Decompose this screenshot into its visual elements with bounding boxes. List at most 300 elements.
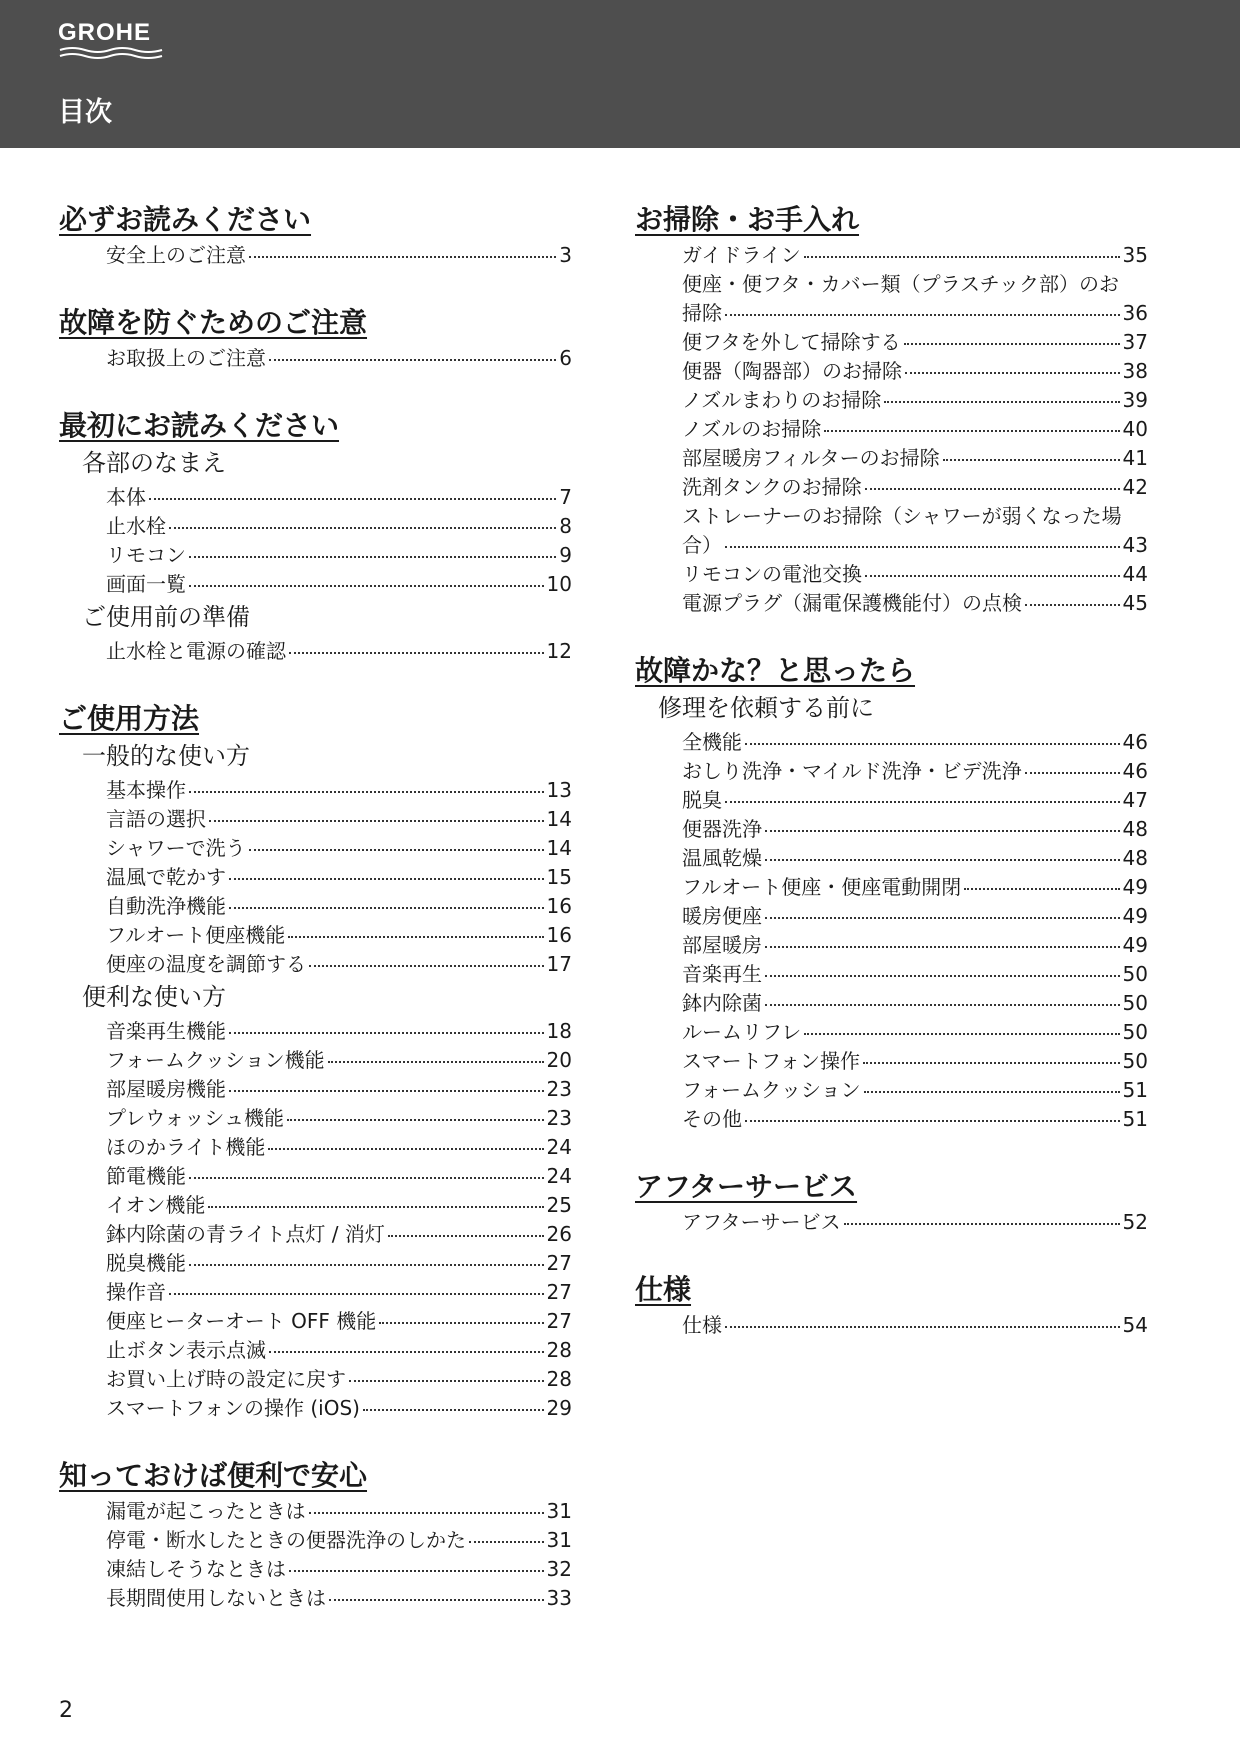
dot-leader	[287, 1119, 544, 1121]
toc-entry-title: 止ボタン表示点滅	[106, 1338, 266, 1362]
toc-entry[interactable]	[106, 1191, 572, 1220]
toc-entry-page: 41	[1122, 446, 1148, 470]
toc-entry[interactable]	[682, 444, 1148, 473]
toc-entry-page: 49	[1122, 933, 1148, 957]
toc-entry-title: 合）	[682, 533, 722, 557]
toc-entry-line	[106, 892, 572, 921]
toc-entry-line	[106, 241, 572, 270]
toc-entry-line	[682, 531, 1148, 560]
dot-leader	[169, 1293, 544, 1295]
toc-entry-page: 51	[1122, 1078, 1148, 1102]
page-title: 目次	[58, 97, 112, 128]
toc-section	[635, 653, 1148, 1134]
toc-entry-line	[682, 960, 1148, 989]
dot-leader	[943, 459, 1120, 461]
toc-entry-page: 44	[1122, 562, 1148, 586]
toc-entry-page: 49	[1122, 875, 1148, 899]
toc-entry[interactable]	[106, 776, 572, 805]
dot-leader	[765, 1004, 1120, 1006]
dot-leader	[824, 430, 1119, 432]
toc-entry[interactable]	[106, 570, 572, 599]
toc-entry-title: 停電・断水したときの便器洗浄のしかた	[106, 1528, 466, 1552]
toc-entry-line	[682, 386, 1148, 415]
dot-leader	[745, 743, 1120, 745]
toc-entry-title: プレウォッシュ機能	[106, 1106, 284, 1130]
toc-entry-page: 46	[1122, 730, 1148, 754]
toc-entry-list	[59, 1497, 572, 1613]
toc-entry-title: 洗剤タンクのお掃除	[682, 475, 862, 499]
toc-entry[interactable]	[682, 241, 1148, 270]
toc-entry-page: 27	[546, 1280, 572, 1304]
toc-entry-title: 掃除	[682, 301, 722, 325]
toc-entry-line	[682, 560, 1148, 589]
dot-leader	[189, 585, 544, 587]
toc-entry[interactable]	[106, 805, 572, 834]
toc-entry-line	[682, 1311, 1148, 1340]
section-title[interactable]: お掃除・お手入れ	[635, 203, 860, 236]
toc-entry-title: フォームクッション機能	[106, 1048, 325, 1072]
toc-entry-line	[106, 1394, 572, 1423]
toc-entry-line	[106, 570, 572, 599]
toc-entry-title: おしり洗浄・マイルド洗浄・ビデ洗浄	[682, 759, 1022, 783]
toc-entry-title: 脱臭	[682, 788, 722, 812]
toc-entry-line	[682, 844, 1148, 873]
toc-entry-title: フルオート便座・便座電動開閉	[682, 875, 962, 899]
toc-entry-title: 操作音	[106, 1280, 166, 1304]
dot-leader	[268, 1148, 543, 1150]
toc-section	[59, 1458, 572, 1613]
toc-entry-title: 便座の温度を調節する	[106, 952, 306, 976]
toc-entry-title: 漏電が起こったときは	[106, 1499, 306, 1523]
toc-entry-title: リモコン	[106, 543, 186, 567]
toc-entry-page: 27	[546, 1309, 572, 1333]
dot-leader	[904, 343, 1120, 345]
toc-entry-title: 安全上のご注意	[106, 243, 246, 267]
toc-entry-line	[106, 1104, 572, 1133]
dot-leader	[765, 975, 1120, 977]
toc-entry-line	[106, 1133, 572, 1162]
dot-leader	[208, 1206, 543, 1208]
toc-entry-page: 7	[559, 485, 572, 509]
toc-entry[interactable]	[106, 1394, 572, 1423]
toc-entry-line	[106, 1075, 572, 1104]
toc-entry-page: 24	[546, 1164, 572, 1188]
toc-entry[interactable]	[682, 589, 1148, 618]
toc-entry-title: フォームクッション	[682, 1078, 861, 1102]
toc-section	[635, 1272, 1148, 1340]
dot-leader	[469, 1541, 544, 1543]
toc-entry-line	[682, 1105, 1148, 1134]
toc-entry-line	[106, 1220, 572, 1249]
toc-entry-page: 37	[1122, 330, 1148, 354]
toc-entry-page: 28	[546, 1338, 572, 1362]
dot-leader	[765, 917, 1120, 919]
toc-entry[interactable]	[106, 950, 572, 979]
toc-section	[59, 305, 572, 373]
toc-entry-page: 29	[546, 1396, 572, 1420]
toc-entry[interactable]	[106, 1336, 572, 1365]
subsection-title: 一般的な使い方	[82, 742, 250, 770]
toc-entry[interactable]	[682, 815, 1148, 844]
toc-entry-page: 38	[1122, 359, 1148, 383]
dot-leader	[288, 936, 543, 938]
dot-leader	[865, 575, 1120, 577]
toc-entry[interactable]	[682, 1018, 1148, 1047]
toc-entry-page: 36	[1122, 301, 1148, 325]
dot-leader	[269, 359, 556, 361]
toc-entry-title: その他	[682, 1107, 742, 1131]
toc-entry-line	[106, 1497, 572, 1526]
toc-entry[interactable]	[682, 502, 1148, 560]
dot-leader	[349, 1380, 544, 1382]
toc-entry-line	[106, 805, 572, 834]
toc-entry-title: 部屋暖房フィルターのお掃除	[682, 446, 940, 470]
toc-entry[interactable]	[682, 1047, 1148, 1076]
toc-entry-line	[682, 444, 1148, 473]
toc-entry-title: スマートフォン操作	[682, 1049, 860, 1073]
grohe-logo	[58, 20, 170, 58]
toc-entry-title-line: ストレーナーのお掃除（シャワーが弱くなった場	[682, 504, 1122, 528]
toc-entry[interactable]	[682, 328, 1148, 357]
toc-entry-line	[106, 1365, 572, 1394]
toc-entry[interactable]	[682, 757, 1148, 786]
toc-entry[interactable]	[106, 1017, 572, 1046]
toc-entry-line	[106, 1249, 572, 1278]
toc-entry-list	[59, 241, 572, 270]
toc-entry[interactable]	[106, 1278, 572, 1307]
toc-section	[59, 701, 572, 1423]
toc-entry[interactable]	[106, 1584, 572, 1613]
toc-entry-page: 9	[559, 543, 572, 567]
toc-entry-title: 脱臭機能	[106, 1251, 186, 1275]
toc-entry-page: 39	[1122, 388, 1148, 412]
toc-entry-title: ガイドライン	[682, 243, 801, 267]
toc-entry-title: シャワーで洗う	[106, 836, 246, 860]
toc-entry-title: 電源プラグ（漏電保護機能付）の点検	[682, 591, 1022, 615]
toc-entry-line	[106, 483, 572, 512]
toc-entry[interactable]	[682, 1105, 1148, 1134]
dot-leader	[905, 372, 1120, 374]
toc-entry[interactable]	[106, 483, 572, 512]
toc-entry-page: 46	[1122, 759, 1148, 783]
dot-leader	[289, 652, 544, 654]
toc-entry-title: 便座ヒーターオート OFF 機能	[106, 1309, 377, 1333]
toc-entry[interactable]	[106, 1220, 572, 1249]
toc-entry[interactable]	[106, 1365, 572, 1394]
toc-entry-title: 止水栓と電源の確認	[106, 639, 286, 663]
dot-leader	[289, 1570, 544, 1572]
dot-leader	[1025, 772, 1120, 774]
toc-entry-line	[106, 1555, 572, 1584]
toc-entry-page: 35	[1122, 243, 1148, 267]
toc-entry-title: 凍結しそうなときは	[106, 1557, 286, 1581]
toc-entry-page: 6	[559, 346, 572, 370]
dot-leader	[229, 1090, 544, 1092]
toc-entry-title: 部屋暖房機能	[106, 1077, 226, 1101]
toc-entry[interactable]	[682, 786, 1148, 815]
toc-entry-line	[682, 589, 1148, 618]
toc-entry-page: 40	[1122, 417, 1148, 441]
toc-entry[interactable]	[682, 873, 1148, 902]
toc-entry-line	[682, 989, 1148, 1018]
toc-entry[interactable]	[106, 892, 572, 921]
toc-entry-page: 14	[546, 836, 572, 860]
dot-leader	[249, 849, 544, 851]
section-title[interactable]: 必ずお読みください	[59, 203, 312, 236]
toc-entry-line	[682, 1208, 1148, 1237]
dot-leader	[1025, 604, 1120, 606]
toc-entry[interactable]	[106, 241, 572, 270]
dot-leader	[804, 1033, 1119, 1035]
toc-entry-page: 12	[546, 639, 572, 663]
toc-entry-title: 部屋暖房	[682, 933, 762, 957]
toc-entry-title: スマートフォンの操作 (iOS)	[106, 1396, 360, 1420]
toc-entry-title-line: 便座・便フタ・カバー類（プラスチック部）のお	[682, 272, 1119, 296]
toc-entry[interactable]	[106, 921, 572, 950]
toc-entry-title: 温風で乾かす	[106, 865, 226, 889]
toc-entry-page: 49	[1122, 904, 1148, 928]
toc-entry-line	[106, 1526, 572, 1555]
toc-entry[interactable]	[106, 1162, 572, 1191]
section-title[interactable]: 知っておけば便利で安心	[59, 1459, 368, 1492]
toc-entry[interactable]	[106, 541, 572, 570]
toc-entry[interactable]	[682, 473, 1148, 502]
toc-entry-title: 便器洗浄	[682, 817, 762, 841]
toc-entry-page: 13	[546, 778, 572, 802]
toc-entry-title: 全機能	[682, 730, 742, 754]
dot-leader	[964, 888, 1119, 890]
toc-entry[interactable]	[106, 863, 572, 892]
section-title[interactable]: 故障かな？と思ったら	[635, 654, 916, 687]
toc-entry[interactable]	[106, 834, 572, 863]
toc-entry[interactable]	[682, 560, 1148, 589]
toc-section	[59, 202, 572, 270]
toc-entry-page: 52	[1122, 1210, 1148, 1234]
dot-leader	[864, 1091, 1120, 1093]
toc-entry-page: 33	[546, 1586, 572, 1610]
toc-entry-page: 25	[546, 1193, 572, 1217]
section-title[interactable]: 故障を防ぐためのご注意	[59, 306, 368, 339]
toc-entry-page: 3	[559, 243, 572, 267]
toc-entry-line	[682, 757, 1148, 786]
toc-entry-page: 18	[546, 1019, 572, 1043]
toc-entry-page: 17	[546, 952, 572, 976]
toc-entry[interactable]	[682, 1311, 1148, 1340]
dot-leader	[149, 498, 556, 500]
dot-leader	[765, 859, 1120, 861]
toc-entry-page: 43	[1122, 533, 1148, 557]
toc-entry[interactable]	[106, 637, 572, 666]
dot-leader	[189, 1177, 544, 1179]
toc-entry-page: 27	[546, 1251, 572, 1275]
toc-entry-line	[106, 1584, 572, 1613]
toc-entry-line	[682, 728, 1148, 757]
toc-entry[interactable]	[106, 1046, 572, 1075]
toc-entry[interactable]	[682, 270, 1148, 328]
toc-entry-title: 節電機能	[106, 1164, 186, 1188]
toc-entry-page: 23	[546, 1077, 572, 1101]
toc-entry-line	[682, 931, 1148, 960]
toc-entry-list	[635, 728, 1148, 1134]
toc-entry-list	[635, 1311, 1148, 1340]
toc-entry[interactable]	[682, 1076, 1148, 1105]
toc-entry-line	[106, 776, 572, 805]
section-title[interactable]: アフターサービス	[635, 1170, 858, 1203]
toc-entry[interactable]	[106, 1075, 572, 1104]
toc-entry-line	[106, 921, 572, 950]
toc-entry[interactable]	[106, 1307, 572, 1336]
toc-entry[interactable]	[106, 1104, 572, 1133]
dot-leader	[765, 830, 1120, 832]
toc-entry-title: 本体	[106, 485, 146, 509]
dot-leader	[388, 1235, 544, 1237]
toc-entry-page: 8	[559, 514, 572, 538]
toc-entry-line	[682, 786, 1148, 815]
toc-entry-line	[682, 415, 1148, 444]
toc-entry-title: リモコンの電池交換	[682, 562, 862, 586]
toc-entry[interactable]	[682, 902, 1148, 931]
subsection-title: 修理を依頼する前に	[658, 694, 874, 722]
toc-entry-page: 50	[1122, 1020, 1148, 1044]
toc-entry-title: 自動洗浄機能	[106, 894, 226, 918]
toc-entry[interactable]	[106, 1249, 572, 1278]
toc-entry[interactable]	[682, 960, 1148, 989]
toc-entry-line	[106, 1191, 572, 1220]
toc-entry-title: ノズルまわりのお掃除	[682, 388, 882, 412]
toc-section	[635, 1169, 1148, 1237]
toc-entry-line	[106, 541, 572, 570]
toc-entry-title: ルームリフレ	[682, 1020, 802, 1044]
subsection-title: 各部のなまえ	[82, 449, 226, 477]
toc-entry-line	[106, 834, 572, 863]
toc-entry-title: 画面一覧	[106, 572, 186, 596]
toc-entry-list	[59, 776, 572, 979]
toc-entry-line	[106, 1278, 572, 1307]
subsection-title: ご使用前の準備	[82, 603, 250, 631]
toc-entry-page: 20	[546, 1048, 572, 1072]
dot-leader	[725, 546, 1120, 548]
toc-entry-page: 16	[546, 894, 572, 918]
toc-entry-page: 54	[1122, 1313, 1148, 1337]
toc-entry-line	[682, 873, 1148, 902]
toc-entry[interactable]	[682, 844, 1148, 873]
toc-entry-page: 28	[546, 1367, 572, 1391]
toc-entry-page: 23	[546, 1106, 572, 1130]
toc-entry-line	[682, 241, 1148, 270]
toc-entry-line	[682, 1076, 1148, 1105]
dot-leader	[229, 878, 544, 880]
toc-entry-line	[106, 512, 572, 541]
toc-entry-title: 基本操作	[106, 778, 186, 802]
toc-entry-line	[682, 473, 1148, 502]
toc-entry-line	[106, 637, 572, 666]
toc-entry-page: 32	[546, 1557, 572, 1581]
toc-entry[interactable]	[106, 344, 572, 373]
dot-leader	[189, 1264, 544, 1266]
toc-entry-title: 暖房便座	[682, 904, 762, 928]
dot-leader	[169, 527, 556, 529]
toc-entry-title: お取扱上のご注意	[106, 346, 266, 370]
toc-entry-title: 音楽再生	[682, 962, 762, 986]
wave-icon	[58, 46, 168, 60]
toc-entry[interactable]	[682, 989, 1148, 1018]
toc-entry[interactable]	[106, 1526, 572, 1555]
toc-section	[635, 202, 1148, 618]
toc-entry-line	[106, 863, 572, 892]
toc-entry-line	[682, 328, 1148, 357]
toc-entry-page: 50	[1122, 962, 1148, 986]
toc-entry-title: 仕様	[682, 1313, 722, 1337]
dot-leader	[363, 1409, 544, 1411]
dot-leader	[725, 801, 1120, 803]
toc-entry-page: 14	[546, 807, 572, 831]
dot-leader	[745, 1120, 1120, 1122]
toc-entry-page: 50	[1122, 991, 1148, 1015]
toc-entry-line	[682, 357, 1148, 386]
toc-entry-title: 音楽再生機能	[106, 1019, 226, 1043]
toc-entry-title: 便フタを外して掃除する	[682, 330, 901, 354]
toc-entry-list	[59, 344, 572, 373]
toc-entry-list	[635, 241, 1148, 618]
toc-entry-line	[682, 299, 1148, 328]
dot-leader	[329, 1599, 544, 1601]
toc-right-column	[635, 202, 1148, 1375]
toc-entry[interactable]	[106, 1497, 572, 1526]
toc-entry-line	[682, 902, 1148, 931]
toc-entry[interactable]	[682, 931, 1148, 960]
toc-entry-line	[106, 1017, 572, 1046]
toc-entry[interactable]	[682, 415, 1148, 444]
dot-leader	[189, 791, 544, 793]
toc-entry-list	[59, 1017, 572, 1423]
section-title[interactable]: 仕様	[635, 1273, 692, 1306]
toc-entry[interactable]	[682, 386, 1148, 415]
brand-name: GROHE	[58, 19, 152, 46]
section-title[interactable]: 最初にお読みください	[59, 409, 340, 442]
toc-section	[59, 408, 572, 666]
toc-left-column	[59, 202, 572, 1648]
toc-entry-line	[106, 1336, 572, 1365]
dot-leader	[209, 820, 544, 822]
section-title[interactable]: ご使用方法	[59, 702, 200, 735]
dot-leader	[189, 556, 556, 558]
toc-entry-line	[106, 950, 572, 979]
toc-entry-page: 10	[546, 572, 572, 596]
toc-entry-line	[106, 344, 572, 373]
toc-entry[interactable]	[106, 512, 572, 541]
page-number: 2	[59, 1698, 73, 1723]
toc-entry-page: 26	[546, 1222, 572, 1246]
toc-entry-list	[59, 483, 572, 599]
dot-leader	[309, 1512, 544, 1514]
toc-entry-page: 24	[546, 1135, 572, 1159]
toc-entry[interactable]	[106, 1555, 572, 1584]
toc-entry-title: 止水栓	[106, 514, 166, 538]
toc-entry[interactable]	[682, 1208, 1148, 1237]
toc-entry-page: 48	[1122, 817, 1148, 841]
toc-entry-title: 便器（陶器部）のお掃除	[682, 359, 902, 383]
dot-leader	[309, 965, 544, 967]
dot-leader	[269, 1351, 544, 1353]
toc-entry[interactable]	[682, 357, 1148, 386]
toc-entry[interactable]	[682, 728, 1148, 757]
toc-entry-title: ほのかライト機能	[106, 1135, 266, 1159]
toc-entry-page: 16	[546, 923, 572, 947]
dot-leader	[249, 256, 556, 258]
toc-entry[interactable]	[106, 1133, 572, 1162]
toc-entry-line	[106, 1307, 572, 1336]
toc-entry-page: 51	[1122, 1107, 1148, 1131]
